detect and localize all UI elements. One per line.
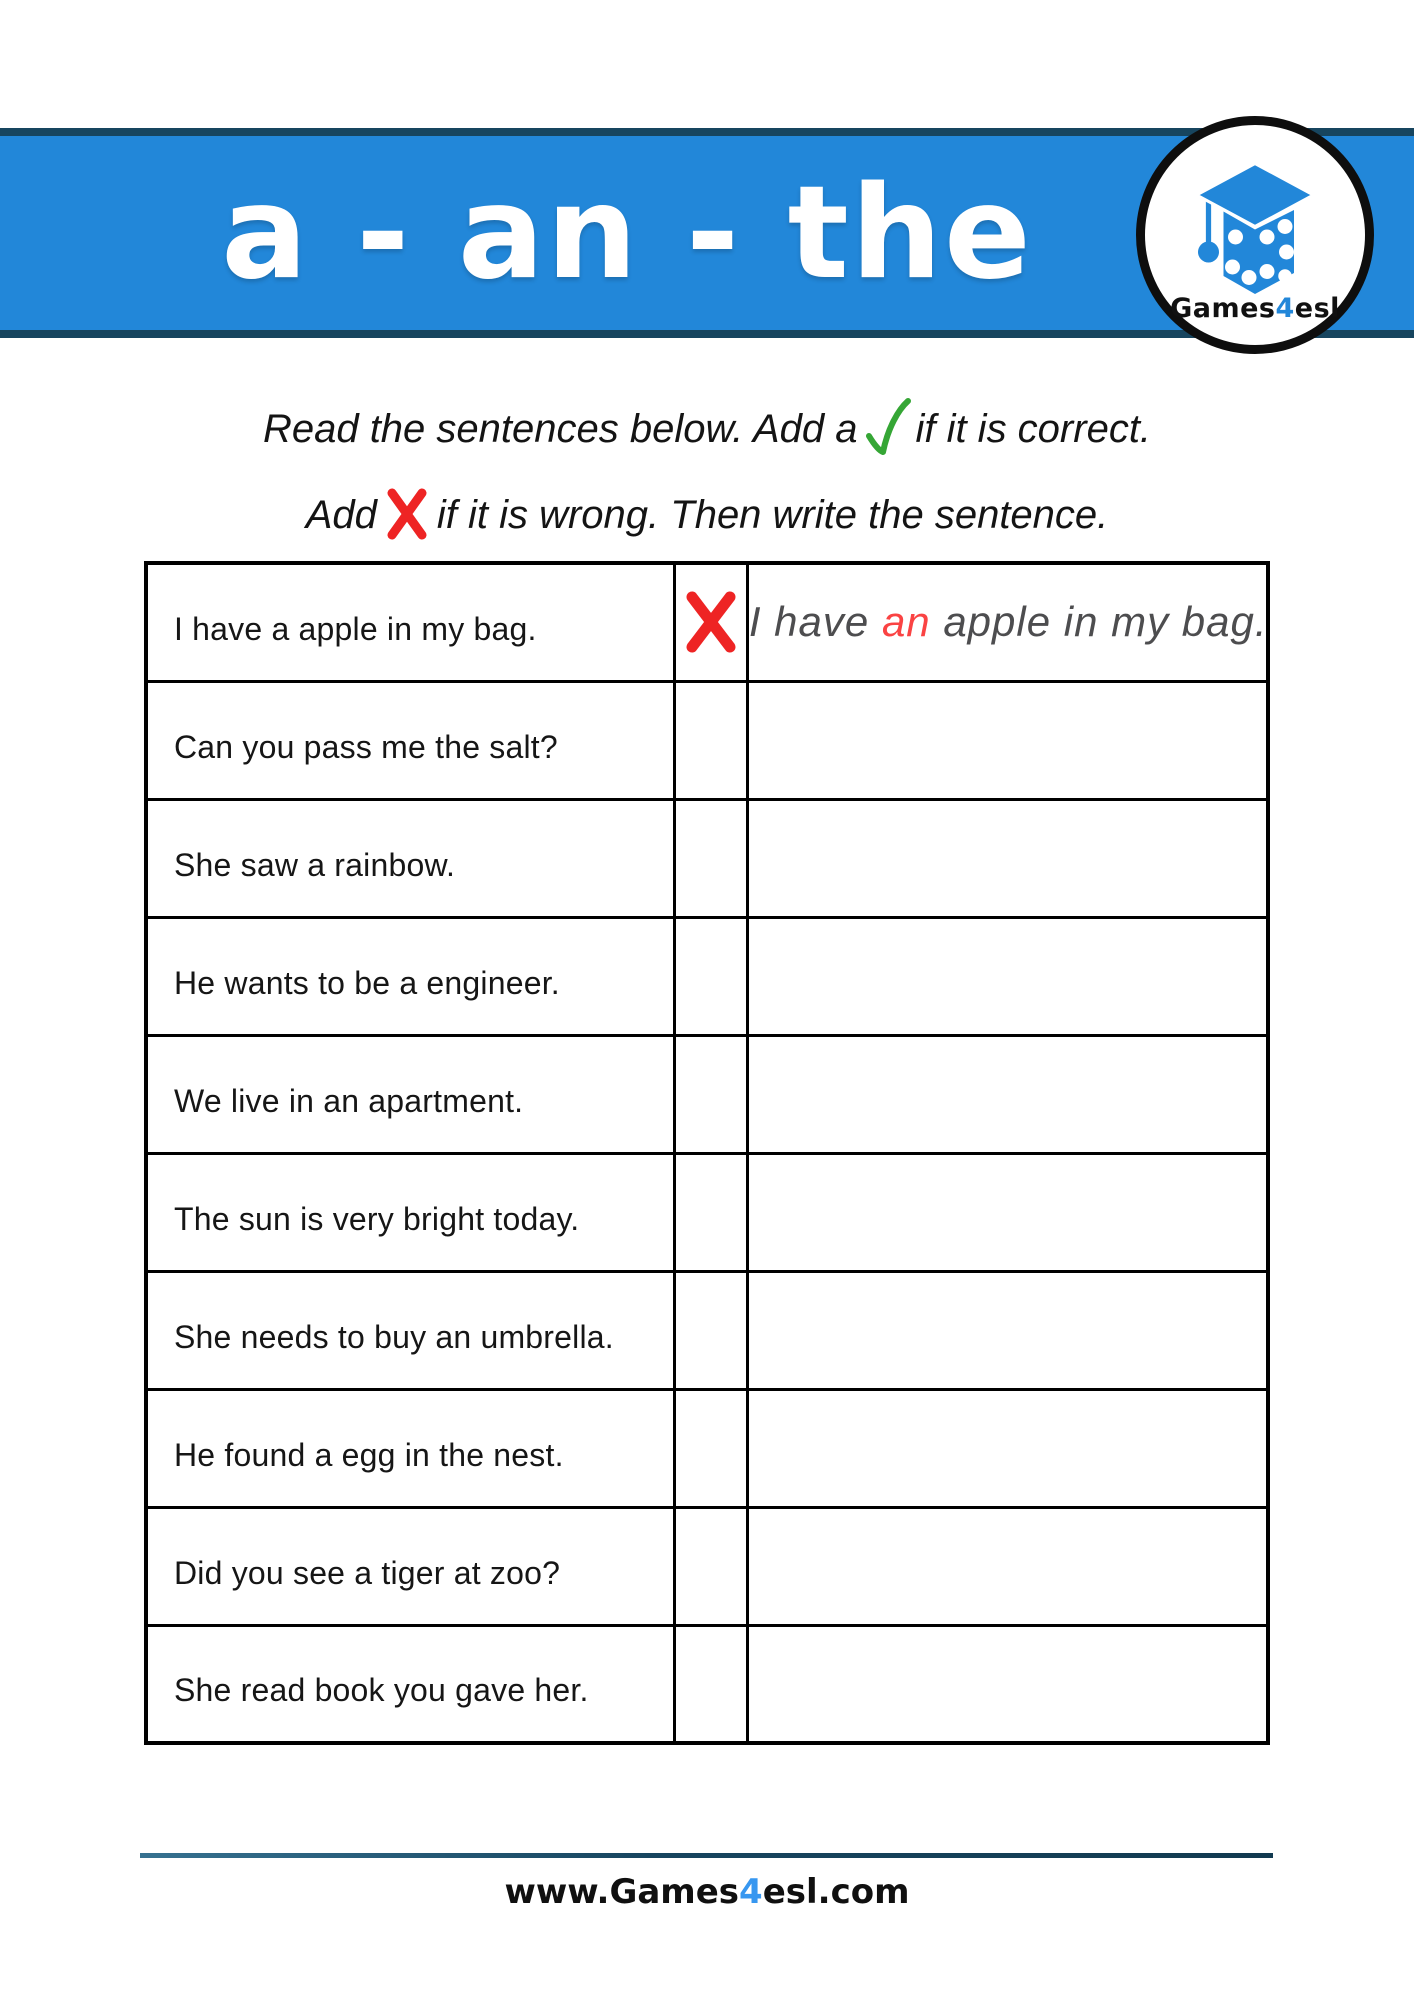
answer-cell[interactable] <box>747 681 1268 799</box>
handwritten-answer-after: apple in my bag. <box>930 598 1268 646</box>
worksheet-table <box>144 561 1270 1745</box>
answer-cell[interactable] <box>747 799 1268 917</box>
mark-cell[interactable] <box>675 1271 748 1389</box>
mark-cell[interactable] <box>675 563 748 681</box>
table-row <box>146 563 1268 681</box>
instructions <box>0 398 1414 540</box>
x-mark-icon <box>385 488 429 540</box>
table-row <box>146 1035 1268 1153</box>
sentence-text: He wants to be a engineer. <box>174 964 560 1001</box>
instruction-line-2-after: if it is wrong. Then write the sentence. <box>436 493 1109 537</box>
sentence-text: She needs to buy an umbrella. <box>174 1318 614 1355</box>
mark-cell[interactable] <box>675 1507 748 1625</box>
sentence-text: We live in an apartment. <box>174 1082 524 1119</box>
check-mark-icon <box>865 398 911 456</box>
sentence-text: Can you pass me the salt? <box>174 728 558 765</box>
mark-cell[interactable] <box>675 1035 748 1153</box>
page-title: a - an - the <box>221 158 1033 308</box>
mark-cell[interactable] <box>675 681 748 799</box>
answer-cell[interactable] <box>747 1035 1268 1153</box>
mark-cell[interactable] <box>675 917 748 1035</box>
sentence-text: He found a egg in the nest. <box>174 1436 564 1473</box>
logo-brand-suffix: esl <box>1294 293 1340 324</box>
sentence-cell <box>146 1625 675 1743</box>
instruction-line-1-after: if it is correct. <box>915 407 1152 451</box>
worksheet-table-body <box>146 563 1268 1743</box>
handwritten-answer-before: I have <box>748 598 882 646</box>
sentence-cell <box>146 1271 675 1389</box>
logo-brand-text <box>1170 293 1340 324</box>
handwritten-answer-highlight: an <box>881 598 931 646</box>
answer-cell[interactable] <box>747 1507 1268 1625</box>
table-row <box>146 917 1268 1035</box>
sentence-cell <box>146 1389 675 1507</box>
sentence-cell <box>146 563 675 681</box>
logo-brand-number: 4 <box>1275 293 1295 324</box>
table-row <box>146 681 1268 799</box>
mark-cell[interactable] <box>675 1389 748 1507</box>
sentence-text: She read book you gave her. <box>174 1672 589 1709</box>
sentence-cell <box>146 1153 675 1271</box>
sentence-cell <box>146 799 675 917</box>
table-row <box>146 1507 1268 1625</box>
footer-url-number: 4 <box>739 1872 763 1912</box>
answer-cell[interactable] <box>747 1389 1268 1507</box>
handwritten-answer <box>749 598 1268 645</box>
sentence-cell <box>146 917 675 1035</box>
table-row <box>146 1625 1268 1743</box>
answer-cell[interactable] <box>747 1271 1268 1389</box>
x-mark-icon <box>684 591 738 653</box>
instruction-line-1-before: Read the sentences below. Add a <box>262 407 858 451</box>
mark-cell[interactable] <box>675 799 748 917</box>
answer-cell[interactable] <box>747 917 1268 1035</box>
answer-cell[interactable] <box>747 1153 1268 1271</box>
table-row <box>146 1153 1268 1271</box>
footer-divider <box>140 1853 1273 1858</box>
mark-cell[interactable] <box>675 1625 748 1743</box>
instruction-line-2 <box>0 488 1414 540</box>
instruction-line-1 <box>0 398 1414 456</box>
footer-url-suffix: esl.com <box>762 1872 910 1912</box>
sentence-cell <box>146 1507 675 1625</box>
mark-cell[interactable] <box>675 1153 748 1271</box>
dice-graduation-cap-icon <box>1180 147 1330 297</box>
sentence-text: The sun is very bright today. <box>174 1200 580 1237</box>
answer-cell[interactable] <box>747 563 1268 681</box>
answer-cell[interactable] <box>747 1625 1268 1743</box>
sentence-text: Did you see a tiger at zoo? <box>174 1554 561 1591</box>
sentence-text: She saw a rainbow. <box>174 846 456 883</box>
footer-url <box>0 1872 1414 1912</box>
table-row <box>146 799 1268 917</box>
sentence-text: I have a apple in my bag. <box>174 610 537 647</box>
table-row <box>146 1389 1268 1507</box>
logo-brand-prefix: Games <box>1170 293 1276 324</box>
games4esl-logo <box>1136 116 1374 354</box>
sentence-cell <box>146 1035 675 1153</box>
footer-url-prefix: www.Games <box>504 1872 740 1912</box>
instruction-line-2-before: Add <box>305 493 377 537</box>
table-row <box>146 1271 1268 1389</box>
sentence-cell <box>146 681 675 799</box>
